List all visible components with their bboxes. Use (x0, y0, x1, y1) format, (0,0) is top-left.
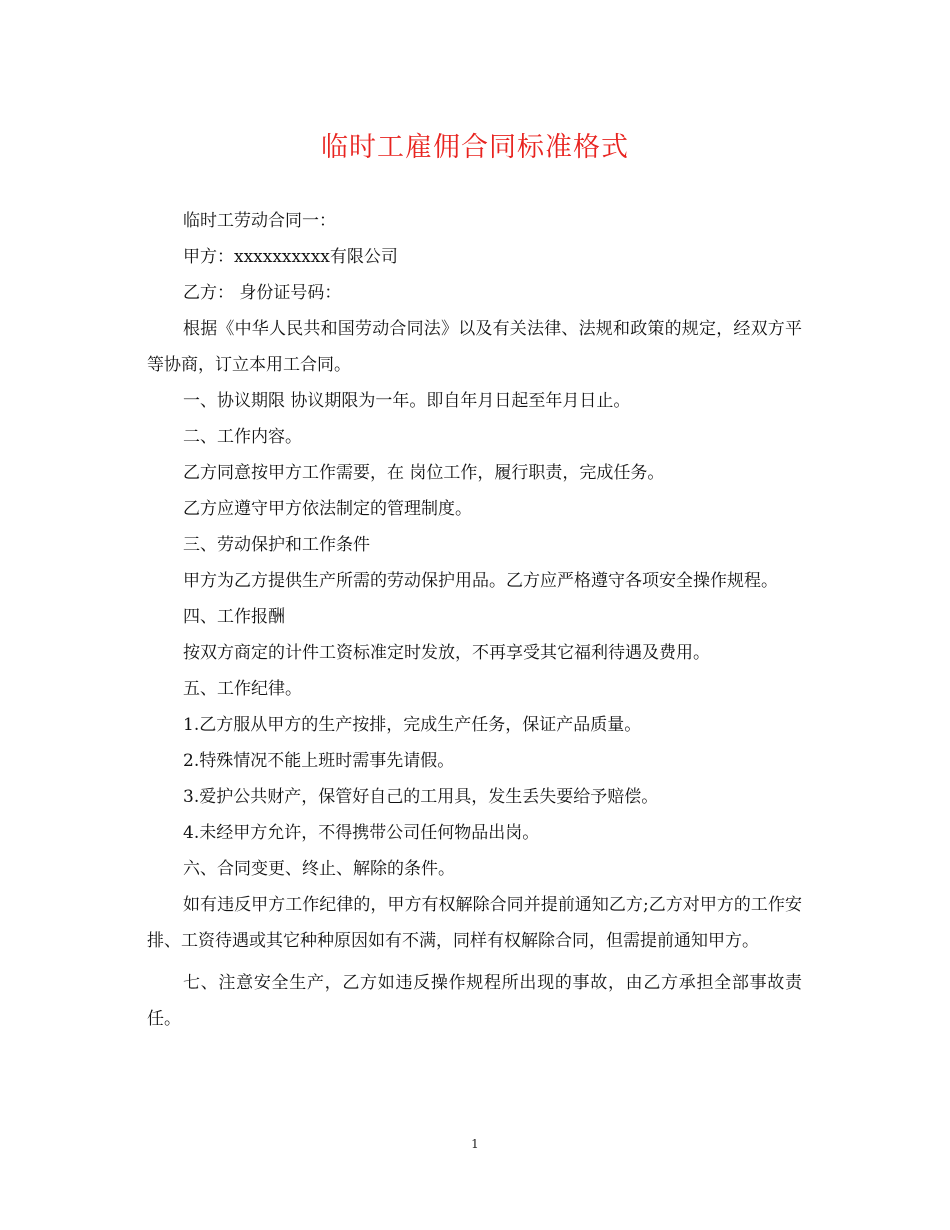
paragraph-discipline-heading: 五、工作纪律。 (183, 679, 302, 699)
paragraph-party-a: 甲方：xxxxxxxxxx有限公司 (183, 247, 398, 267)
paragraph-protection-content: 甲方为乙方提供生产所需的劳动保护用品。乙方应严格遵守各项安全操作规程。 (183, 571, 778, 591)
paragraph-termination-heading: 六、合同变更、终止、解除的条件。 (183, 859, 455, 879)
paragraph-party-b: 乙方： 身份证号码： (183, 283, 342, 303)
paragraph-pay-heading: 四、工作报酬 (183, 607, 285, 627)
document-body (147, 203, 802, 1037)
paragraph-discipline-item-3: 3.爱护公共财产，保管好自己的工用具，发生丢失要给予赔偿。 (183, 787, 659, 807)
paragraph-protection-heading: 三、劳动保护和工作条件 (183, 535, 370, 555)
paragraph-discipline-item-1: 1.乙方服从甲方的生产按排，完成生产任务，保证产品质量。 (183, 715, 642, 735)
paragraph-contract-heading: 临时工劳动合同一： (183, 211, 336, 231)
paragraph-discipline-item-2: 2.特殊情况不能上班时需事先请假。 (183, 751, 455, 771)
page-number: 1 (471, 1137, 479, 1151)
paragraph-legal-basis: 根据《中华人民共和国劳动合同法》以及有关法律、法规和政策的规定，经双方平等协商，订立本用工合同。 (147, 319, 802, 375)
paragraph-term-heading: 一、协议期限 协议期限为一年。即自年月日起至年月日止。 (183, 391, 631, 411)
paragraph-pay-content: 按双方商定的计件工资标准定时发放，不再享受其它福利待遇及费用。 (183, 643, 710, 663)
paragraph-discipline-item-4: 4.未经甲方允许，不得携带公司任何物品出岗。 (183, 823, 540, 843)
paragraph-work-content-heading: 二、工作内容。 (183, 427, 302, 447)
paragraph-work-content-rules: 乙方应遵守甲方依法制定的管理制度。 (183, 499, 472, 519)
document-title: 临时工雇佣合同标准格式 (321, 132, 629, 163)
paragraph-termination-content: 如有违反甲方工作纪律的，甲方有权解除合同并提前通知乙方;乙方对甲方的工作安排、工资待遇或其它种种原因如有不满，同样有权解除合同，但需提前通知甲方。 (147, 895, 802, 951)
paragraph-safety-content: 七、注意安全生产，乙方如违反操作规程所出现的事故，由乙方承担全部事故责任。 (147, 973, 802, 1029)
paragraph-work-content-duty: 乙方同意按甲方工作需要，在 岗位工作，履行职责，完成任务。 (183, 463, 665, 483)
